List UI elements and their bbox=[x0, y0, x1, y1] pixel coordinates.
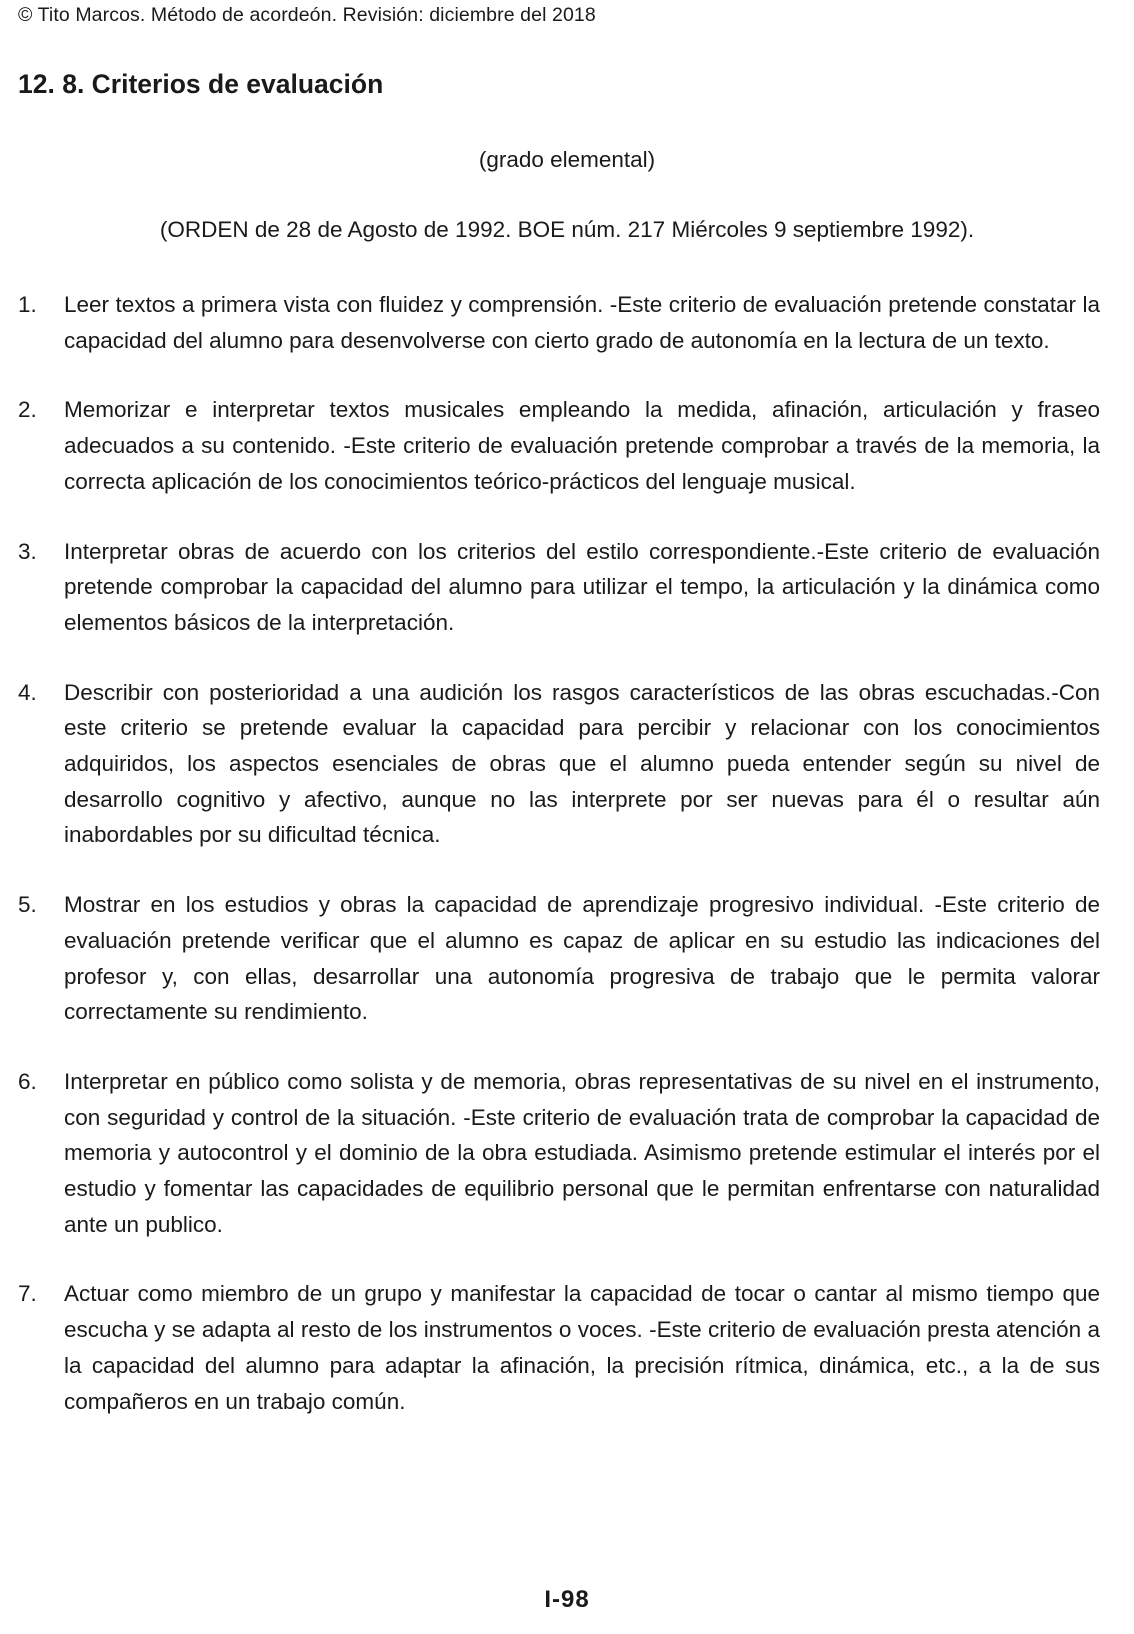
legal-reference: (ORDEN de 28 de Agosto de 1992. BOE núm. 217 Miércoles 9 septiembre 1992). bbox=[159, 217, 975, 242]
criterion-number: 1. bbox=[18, 292, 37, 317]
criterion-text: Leer textos a primera vista con fluidez y comprensión. -Este criterio de evaluación pretende constatar la capacidad del alumno para desenvolverse con cierto grado de autonomía en la lectura de un texto. bbox=[64, 292, 1100, 353]
criterion-number: 6. bbox=[18, 1068, 37, 1094]
running-header: © Tito Marcos. Método de acordeón. Revisión: diciembre del 2018 bbox=[18, 4, 596, 26]
criterion-item bbox=[18, 1064, 1100, 1243]
criterion-number: 7. bbox=[18, 1281, 37, 1307]
criterion-text: Interpretar en público como solista y de memoria, obras representativas de su nivel en el instrumento, con seguridad y control de la situación. -Este criterio de evaluación trata de comprobar la capacidad de memoria y autocontrol y el dominio de la obra estudiada. Asimismo pretende estimular el interés por el estudio y fomentar las capacidades de equilibrio personal que le permitan enfrentarse con naturalidad ante un publico. bbox=[64, 1068, 1100, 1237]
criterion-item bbox=[18, 887, 1100, 1030]
criterion-item bbox=[18, 534, 1100, 641]
criterion-number: 5. bbox=[18, 892, 37, 918]
page-number: I-98 bbox=[544, 1586, 590, 1613]
criterion-item bbox=[18, 1276, 1100, 1419]
criterion-item bbox=[18, 287, 1100, 358]
criterion-number: 4. bbox=[18, 679, 37, 705]
criterion-text: Interpretar obras de acuerdo con los criterios del estilo correspondiente.-Este criterio de evaluación pretende comprobar la capacidad del alumno para utilizar el tempo, la articulación y la dinámica como elementos básicos de la interpretación. bbox=[64, 538, 1100, 635]
criterion-number: 3. bbox=[18, 538, 37, 564]
criterion-item bbox=[18, 675, 1100, 854]
criterion-item bbox=[18, 392, 1100, 499]
criterion-number: 2. bbox=[18, 397, 37, 423]
criteria-list bbox=[18, 287, 1100, 1419]
criterion-text: Describir con posterioridad a una audición los rasgos característicos de las obras escuchadas.-Con este criterio se pretende evaluar la capacidad para percibir y relacionar con los conocimientos adquiridos, los aspectos esenciales de obras que el alumno pueda entender según su nivel de desarrollo cognitivo y afectivo, aunque no las interprete por ser nuevas para él o resultar aún inabordables por su dificultad técnica. bbox=[64, 679, 1100, 848]
criterion-text: Memorizar e interpretar textos musicales empleando la medida, afinación, articulación y fraseo adecuados a su contenido. -Este criterio de evaluación pretende comprobar a través de la memoria, la correcta aplicación de los conocimientos teórico-prácticos del lenguaje musical. bbox=[64, 397, 1100, 494]
grade-subtitle: (grado elemental) bbox=[478, 147, 656, 172]
criterion-text: Mostrar en los estudios y obras la capacidad de aprendizaje progresivo individual. -Este criterio de evaluación pretende verificar que el alumno es capaz de aplicar en su estudio las indicaciones del profesor y, con ellas, desarrollar una autonomía progresiva de trabajo que le permita valorar correctamente su rendimiento. bbox=[64, 892, 1100, 1025]
criterion-text: Actuar como miembro de un grupo y manifestar la capacidad de tocar o cantar al mismo tiempo que escucha y se adapta al resto de los instrumentos o voces. -Este criterio de evaluación presta atención a la capacidad del alumno para adaptar la afinación, la precisión rítmica, dinámica, etc., a la de sus compañeros en un trabajo común. bbox=[64, 1281, 1100, 1414]
section-title: 12. 8. Criterios de evaluación bbox=[18, 69, 384, 99]
